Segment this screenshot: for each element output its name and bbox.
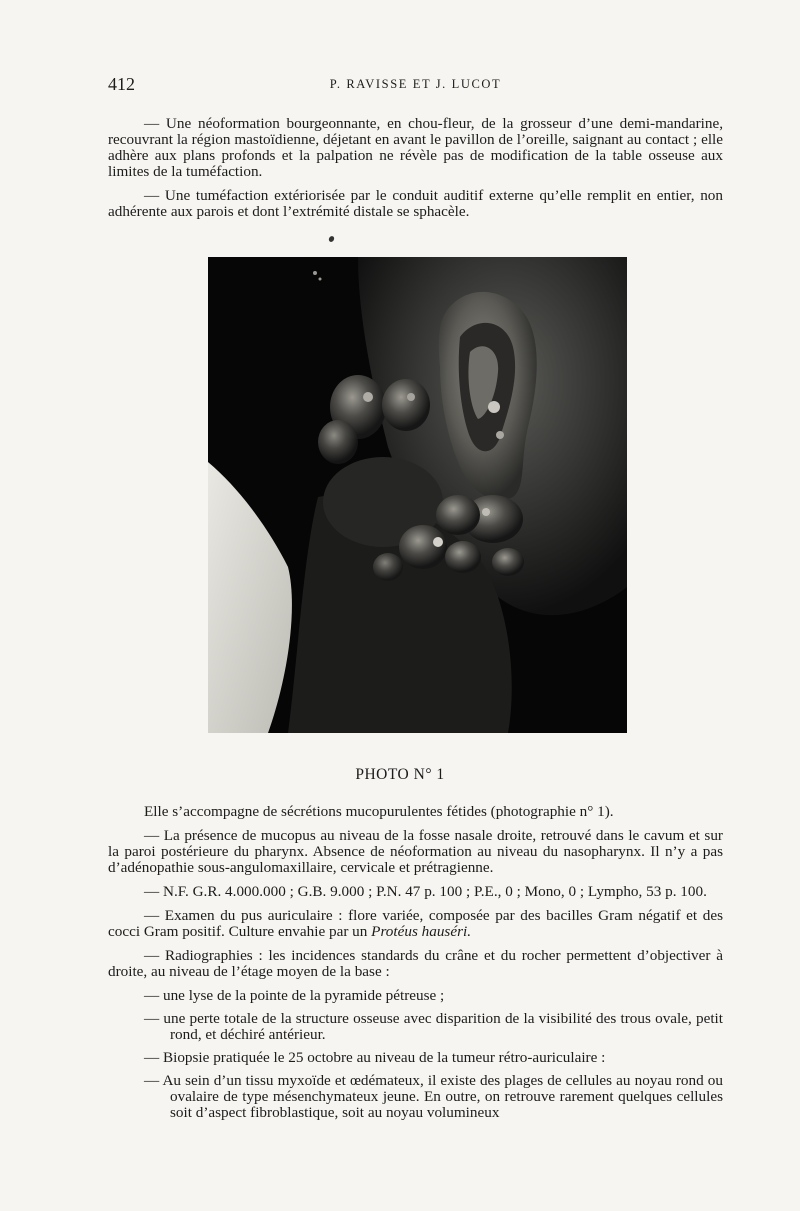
paragraph-pus-exam [108,908,723,940]
paragraph-neoformation: — Une néoformation bourgeonnante, en chou-fleur, de la grosseur d’une demi-mandarine, recouvrant la région mastoïdienne, déjetant en avant le pavillon de l’oreille, saignant au contact ; elle adhère aux plans profonds et la palpation ne révèle pas de modification de la table osseuse aux limites de la tuméfaction. [108,115,723,180]
bacterium-name: Protéus hauséri. [371,923,472,940]
list-item-lyse: — une lyse de la pointe de la pyramide pétreuse ; [144,987,445,1004]
list-item-biopsy: — Biopsie pratiquée le 25 octobre au niveau de la tumeur rétro-auriculaire : [144,1049,606,1066]
paragraph-blood-count: — N.F. G.R. 4.000.000 ; G.B. 9.000 ; P.N. 47 p. 100 ; P.E., 0 ; Mono, 0 ; Lympho, 53 p. 100. [144,883,707,900]
paragraph-secretions: Elle s’accompagne de sécrétions mucopurulentes fétides (photographie n° 1). [144,803,614,820]
paragraph-tumefaction: — Une tuméfaction extériorisée par le conduit auditif externe qu’elle remplit en entier, non adhérente aux parois et dont l’extrémité distale se sphacèle. [108,187,723,220]
paragraph-radiographies: — Radiographies : les incidences standards du crâne et du rocher permettent d’objectiver à droite, au niveau de l’étage moyen de la base : [108,947,723,980]
photo-caption: PHOTO N° 1 [355,766,445,783]
list-item-bone-loss: — une perte totale de la structure osseuse avec disparition de la visibilité des trous ovale, petit rond, et déchiré antérieur. [144,1010,723,1043]
page-header [108,74,723,98]
clinical-photograph [208,257,627,733]
top-text-block [108,116,723,228]
paragraph-mucopus: — La présence de mucopus au niveau de la fosse nasale droite, retrouvé dans le cavum et sur la paroi postérieure du pharynx. Absence de néoformation au niveau du nasopharynx. Il n’y a pas d’adénopathie sous-angulomaxillaire, cervicale et prétragienne. [108,827,723,876]
bottom-text-block [108,804,723,1128]
list-item-histology: — Au sein d’un tissu myxoïde et œdémateux, il existe des plages de cellules au noyau rond ou ovalaire de type mésenchymateux jeune. En outre, on retrouve rarement quelques cellules soit d’aspect fibroblastique, soit au noyau volumineux [144,1072,723,1121]
ear-tumor-photo-illustration [208,257,627,733]
pus-exam-text: — Examen du pus auriculaire : flore variée, composée par des bacilles Gram négatif et des cocci Gram positif. Culture envahie par un [108,907,723,940]
page-number: 412 [108,74,135,94]
print-speck [328,235,335,243]
running-head: P. RAVISSE ET J. LUCOT [329,77,502,91]
